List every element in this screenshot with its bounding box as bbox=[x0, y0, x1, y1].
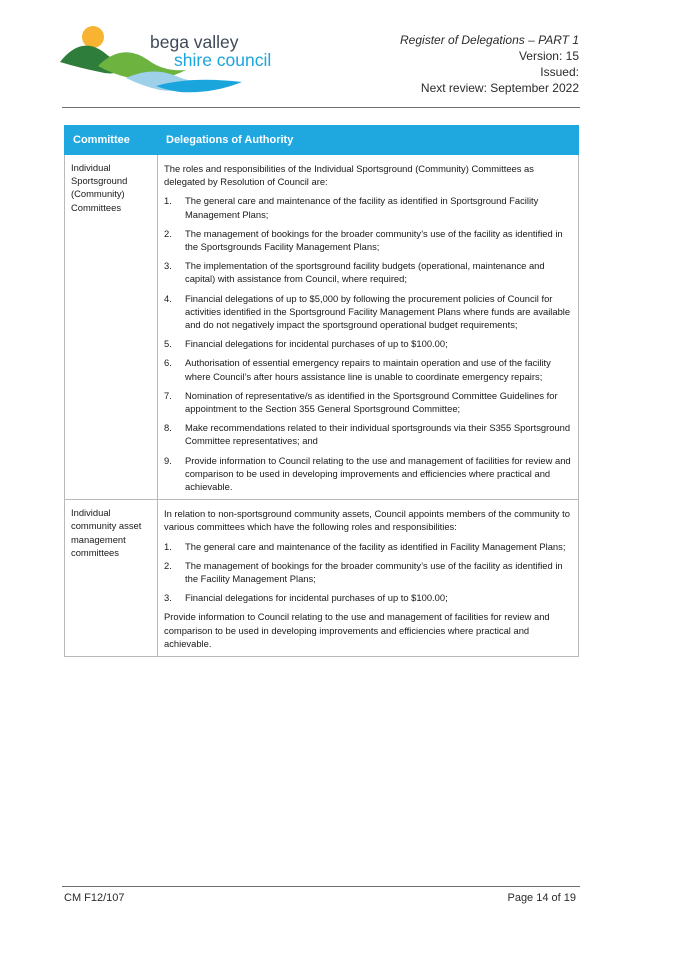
list-item bbox=[164, 259, 572, 285]
item-number: 3. bbox=[164, 260, 172, 272]
list-item bbox=[164, 389, 572, 415]
logo-text-line2: shire council bbox=[174, 50, 272, 70]
item-number: 5. bbox=[164, 338, 172, 350]
delegations-table bbox=[64, 125, 579, 657]
council-logo bbox=[60, 20, 280, 96]
delegation-list bbox=[164, 194, 572, 493]
next-review-label: Next review: September 2022 bbox=[420, 81, 579, 95]
list-item bbox=[164, 591, 572, 604]
item-text: Financial delegations of up to $5,000 by following the procurement policies of Council for activities identified in the Sportsground Facility Management Plans where funds are available and do not negatively impact the sportsground operational budget requirements; bbox=[185, 292, 571, 331]
list-item bbox=[164, 292, 572, 332]
item-text: The management of bookings for the broader community’s use of the facility as identified in the Facility Management Plans; bbox=[185, 559, 563, 585]
item-number: 1. bbox=[164, 540, 172, 552]
column-header-committee: Committee bbox=[65, 126, 158, 155]
item-text: The management of bookings for the broader community’s use of the facility as identified in the Sportsgrounds Facility Management Plans; bbox=[185, 227, 563, 253]
list-item bbox=[164, 540, 572, 553]
logo-text-line1: bega valley bbox=[150, 32, 239, 52]
committee-cell: Individual community asset management committees bbox=[65, 500, 158, 657]
list-item bbox=[164, 559, 572, 585]
committee-cell: Individual Sportsground (Community) Committees bbox=[65, 155, 158, 500]
item-number: 7. bbox=[164, 389, 172, 401]
item-number: 1. bbox=[164, 195, 172, 207]
item-number: 4. bbox=[164, 292, 172, 304]
item-number: 3. bbox=[164, 592, 172, 604]
header-divider bbox=[62, 107, 580, 108]
version-label: Version: 15 bbox=[518, 49, 579, 63]
item-text: Financial delegations for incidental purchases of up to $100.00; bbox=[185, 592, 448, 604]
item-text: Make recommendations related to their individual sportsgrounds via their S355 Sportsground Committee representatives; and bbox=[185, 422, 571, 447]
list-item bbox=[164, 356, 572, 382]
list-item bbox=[164, 421, 572, 447]
item-number: 9. bbox=[164, 454, 172, 466]
delegation-intro: In relation to non-sportsground community assets, Council appoints members of the community to various committees which have the following roles and responsibilities: bbox=[164, 508, 570, 533]
item-number: 2. bbox=[164, 559, 172, 571]
list-item bbox=[164, 454, 572, 494]
item-text: Provide information to Council relating to the use and management of facilities for review and comparison to be used in developing improvements and efficiencies where practical and achievable. bbox=[185, 454, 571, 493]
page-number: Page 14 of 19 bbox=[507, 892, 576, 904]
item-number: 6. bbox=[164, 357, 172, 369]
delegations-cell bbox=[158, 500, 579, 657]
column-header-delegations: Delegations of Authority bbox=[158, 126, 579, 155]
list-item bbox=[164, 337, 572, 350]
list-item bbox=[164, 194, 572, 220]
delegation-list bbox=[164, 540, 572, 605]
footer-divider bbox=[62, 886, 580, 887]
item-text: The implementation of the sportsground facility budgets (operational, maintenance and capital) with assistance from Council, where required; bbox=[185, 260, 545, 285]
item-text: The general care and maintenance of the facility as identified in Sportsground Facility Management Plans; bbox=[185, 195, 539, 220]
document-reference: CM F12/107 bbox=[64, 892, 125, 904]
table-row bbox=[65, 155, 579, 500]
delegation-intro: The roles and responsibilities of the Individual Sportsground (Community) Committees as delegated by Resolution of Council are: bbox=[164, 163, 534, 188]
table-row bbox=[65, 500, 579, 657]
issued-label: Issued: bbox=[540, 65, 579, 79]
document-header bbox=[400, 32, 579, 96]
document-title: Register of Delegations – PART 1 bbox=[400, 33, 579, 47]
delegations-cell bbox=[158, 155, 579, 500]
item-text: The general care and maintenance of the facility as identified in Facility Management Plans; bbox=[185, 540, 566, 552]
delegation-outro: Provide information to Council relating to the use and management of facilities for review and comparison to be used in developing improvements and efficiencies where practical and achievable. bbox=[164, 611, 550, 649]
item-text: Nomination of representative/s as identified in the Sportsground Committee Guidelines for appointment to the Section 355 General Sportsground Committee; bbox=[185, 389, 558, 415]
item-number: 2. bbox=[164, 227, 172, 239]
item-text: Authorisation of essential emergency repairs to maintain operation and use of the facility where Council’s after hours assistance line is unable to coordinate emergency repairs; bbox=[185, 357, 551, 382]
list-item bbox=[164, 227, 572, 253]
table-header-row bbox=[65, 126, 579, 155]
item-number: 8. bbox=[164, 422, 172, 434]
item-text: Financial delegations for incidental purchases of up to $100.00; bbox=[185, 338, 448, 350]
